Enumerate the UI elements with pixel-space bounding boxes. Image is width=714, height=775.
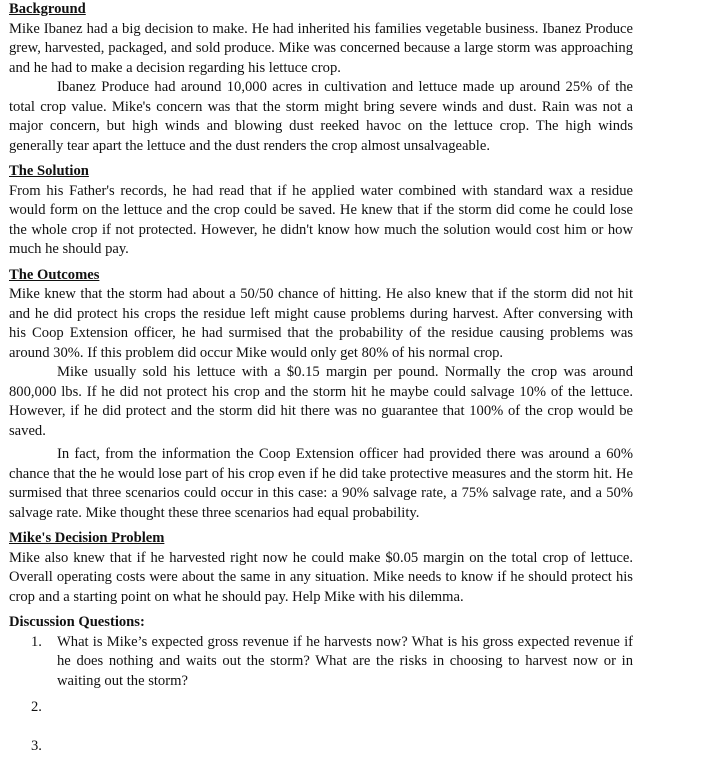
question-text — [57, 737, 633, 757]
question-number: 2. — [31, 699, 42, 715]
questions-section — [9, 613, 633, 756]
background-paragraph-1: Mike Ibanez had a big decision to make. He had inherited his families vegetable business. Ibanez Produce grew, harvested, packaged, and sold produce. Mike was concerned because a large storm was approaching and he had to make a decision regarding his lettuce crop. — [9, 20, 633, 76]
questions-heading: Discussion Questions: — [9, 614, 145, 630]
document-page — [9, 0, 633, 756]
decision-section — [9, 529, 633, 607]
question-item — [31, 633, 633, 692]
question-text: What is Mike’s expected gross revenue if he harvests now? What is his gross expected revenue if he does nothing and waits out the storm? What are the risks in choosing to harvest now or in waiting out the storm? — [57, 633, 633, 689]
solution-paragraph-1: From his Father's records, he had read that if he applied water combined with standard wax a residue would form on the lettuce and the crop could be saved. He knew that if the storm did come he could lose the whole crop if not protected. However, he didn't know how much the solution would cost him or how much he should pay. — [9, 182, 633, 257]
decision-heading: Mike's Decision Problem — [9, 530, 165, 546]
solution-section — [9, 162, 633, 260]
background-paragraph-2: Ibanez Produce had around 10,000 acres in cultivation and lettuce made up around 25% of the total crop value. Mike's concern was that the storm might bring severe winds and dust. Rain was not a major concern, but high winds and blowing dust reeked havoc on the lettuce crop. The high winds generally tear apart the lettuce and the dust renders the crop almost unsalvageable. — [9, 79, 633, 154]
background-section — [9, 0, 633, 156]
question-item — [31, 698, 633, 718]
question-number: 1. — [31, 633, 42, 650]
outcomes-paragraph-1: Mike knew that the storm had about a 50/50 chance of hitting. He also knew that if the storm did not hit and he did protect his crops the residue left might cause problems during harvest. After conversing with his Coop Extension officer, he had surmised that the probability of the residue causing problems was around 30%. If this problem did occur Mike would only get 80% of his normal crop. — [9, 286, 633, 361]
outcomes-section — [9, 266, 633, 524]
outcomes-paragraph-2: Mike usually sold his lettuce with a $0.15 margin per pound. Normally the crop was around 800,000 lbs. If he did not protect his crop and the storm hit he maybe could salvage 10% of the lettuce. However, if he did protect and the storm did hit there was no guarantee that 100% of the crop would be saved. — [9, 364, 633, 439]
question-number: 3. — [31, 737, 42, 754]
solution-heading: The Solution — [9, 163, 89, 179]
outcomes-heading: The Outcomes — [9, 266, 100, 283]
background-heading: Background — [9, 1, 86, 17]
question-text — [57, 698, 633, 718]
questions-list — [9, 633, 633, 757]
outcomes-paragraph-3: In fact, from the information the Coop Extension officer had provided there was around a 60% chance that the he would lose part of his crop even if he did take protective measures and the storm hit. He surmised that three scenarios could occur in this case: a 90% salvage rate, a 75% salvage rate, and a 50% salvage rate. Mike thought these three scenarios had equal probability. — [9, 446, 633, 521]
question-item — [31, 737, 633, 757]
decision-paragraph-1: Mike also knew that if he harvested right now he could make $0.05 margin on the total crop of lettuce. Overall operating costs were about the same in any situation. Mike needs to know if he should protect his crop and a starting point on what he should pay. Help Mike with his dilemma. — [9, 549, 633, 605]
